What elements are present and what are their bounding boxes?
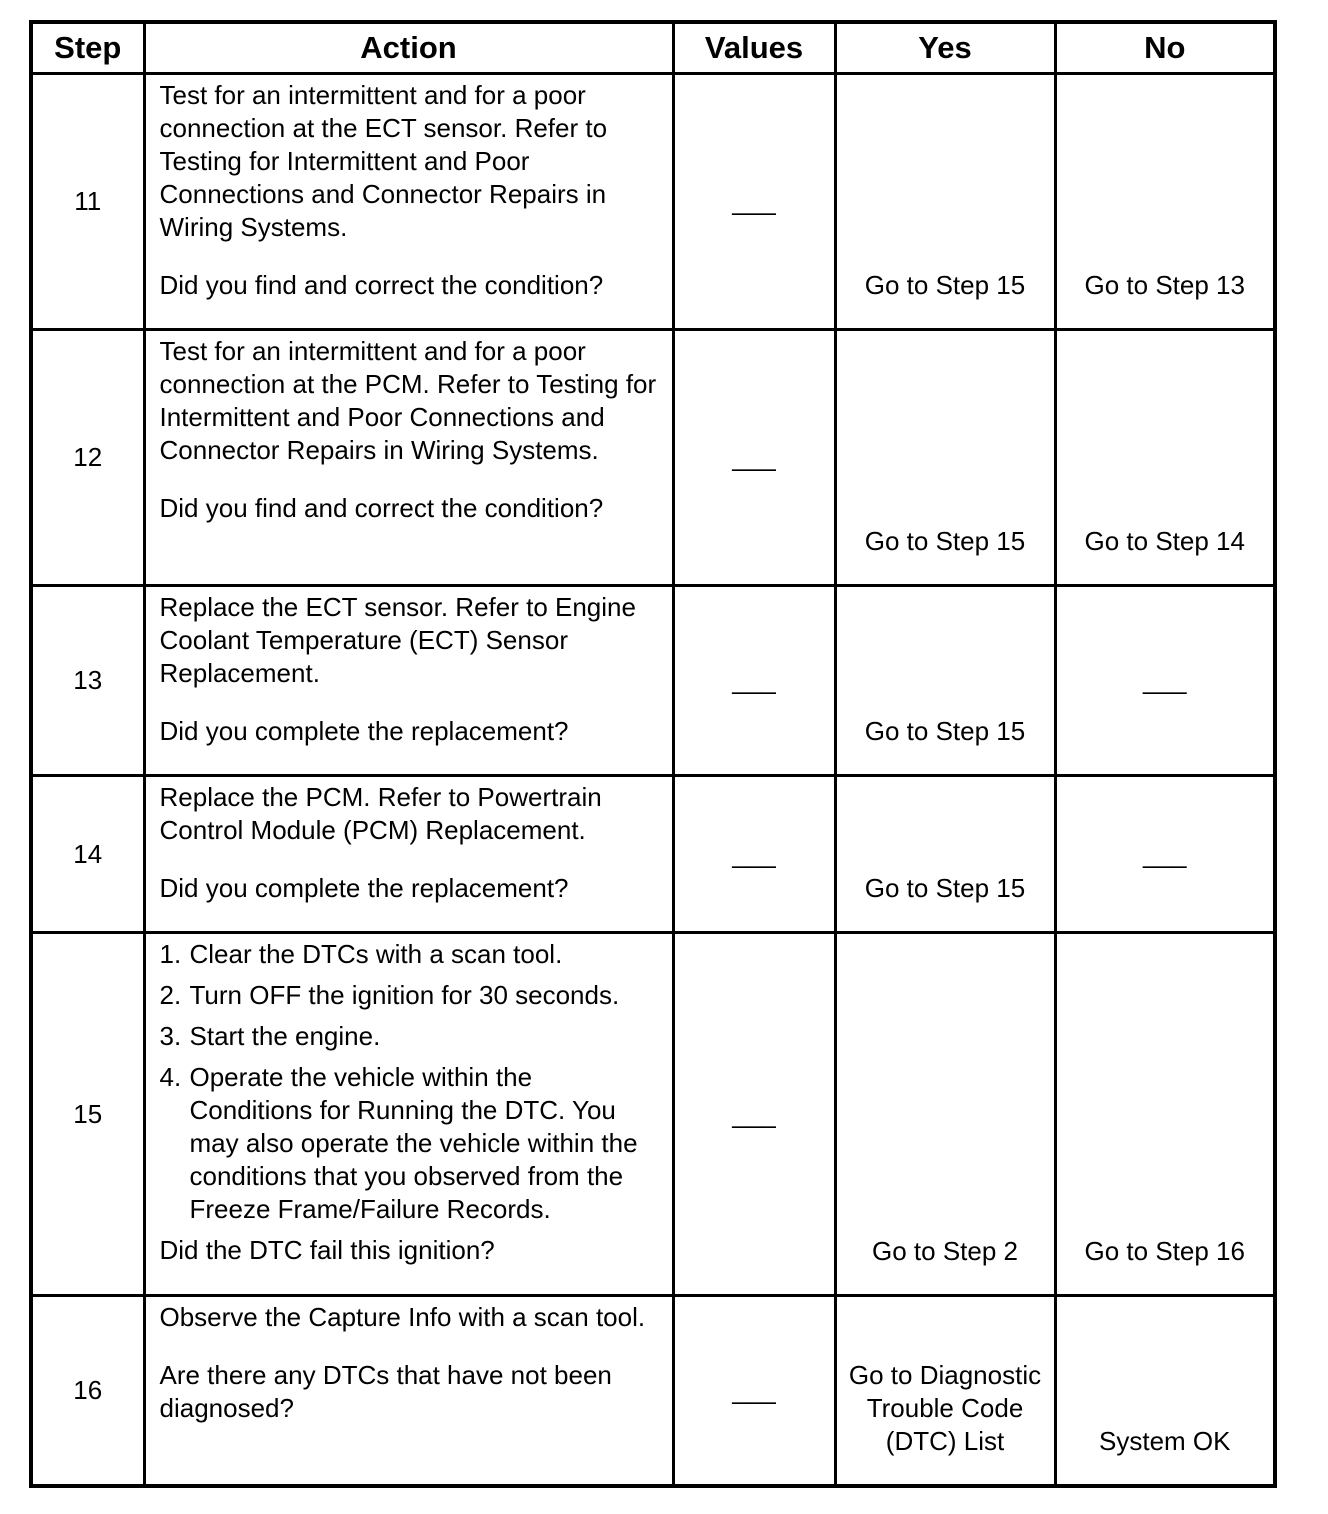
values-cell: ___	[673, 776, 835, 933]
no-cell: Go to Step 16	[1055, 933, 1275, 1296]
header-step: Step	[31, 22, 144, 74]
table-row	[31, 330, 1275, 586]
action-text: Observe the Capture Info with a scan tool.	[159, 1302, 646, 1332]
step-number: 14	[31, 776, 144, 933]
action-text: Replace the ECT sensor. Refer to Engine Coolant Temperature (ECT) Sensor Replacement.	[159, 592, 636, 688]
yes-cell: Go to Step 15	[835, 776, 1055, 933]
list-number: 3.	[159, 1021, 182, 1051]
no-cell: Go to Step 13	[1055, 74, 1275, 330]
values-cell: ___	[673, 586, 835, 776]
yes-cell: Go to Diagnostic Trouble Code (DTC) List	[835, 1296, 1055, 1486]
action-cell	[144, 776, 673, 933]
table-row	[31, 586, 1275, 776]
table-row	[31, 776, 1275, 933]
values-cell: ___	[673, 1296, 835, 1486]
header-values: Values	[673, 22, 835, 74]
action-cell	[144, 330, 673, 586]
step-number: 13	[31, 586, 144, 776]
table-row	[31, 1296, 1275, 1486]
list-number: 1.	[159, 939, 182, 969]
yes-cell: Go to Step 15	[835, 330, 1055, 586]
action-question: Did you find and correct the condition?	[159, 493, 604, 523]
action-question: Did you complete the replacement?	[159, 873, 569, 903]
action-cell	[144, 74, 673, 330]
action-cell	[144, 933, 673, 1296]
values-cell: ___	[673, 933, 835, 1296]
list-text: Turn OFF the ignition for 30 seconds.	[189, 980, 620, 1010]
action-question: Are there any DTCs that have not been diagnosed?	[159, 1360, 612, 1423]
yes-cell: Go to Step 2	[835, 933, 1055, 1296]
step-number: 11	[31, 74, 144, 330]
action-question: Did you find and correct the condition?	[159, 270, 604, 300]
action-text: Test for an intermittent and for a poor connection at the ECT sensor. Refer to Testing for Intermittent and Poor Connections and Connector Repairs in Wiring Systems.	[159, 80, 608, 242]
no-cell: ___	[1055, 776, 1275, 933]
no-cell: Go to Step 14	[1055, 330, 1275, 586]
action-cell	[144, 586, 673, 776]
action-cell	[144, 1296, 673, 1486]
table-row	[31, 74, 1275, 330]
action-text: Replace the PCM. Refer to Powertrain Control Module (PCM) Replacement.	[159, 782, 602, 845]
yes-cell: Go to Step 15	[835, 74, 1055, 330]
list-item	[160, 1061, 658, 1226]
list-text: Operate the vehicle within the Conditions for Running the DTC. You may also operate the vehicle within the conditions that you observed from the Freeze Frame/Failure Records.	[189, 1062, 638, 1224]
table-row	[31, 933, 1275, 1296]
list-number: 4.	[159, 1062, 182, 1092]
no-cell: System OK	[1055, 1296, 1275, 1486]
header-no: No	[1055, 22, 1275, 74]
action-text: Test for an intermittent and for a poor connection at the PCM. Refer to Testing for Intermittent and Poor Connections and Connector Repairs in Wiring Systems.	[159, 336, 657, 465]
no-cell: ___	[1055, 586, 1275, 776]
values-cell: ___	[673, 74, 835, 330]
action-steps-list	[160, 938, 658, 1226]
action-question: Did the DTC fail this ignition?	[159, 1235, 495, 1265]
step-number: 16	[31, 1296, 144, 1486]
yes-cell: Go to Step 15	[835, 586, 1055, 776]
list-number: 2.	[159, 980, 182, 1010]
header-row	[31, 22, 1275, 74]
list-item	[160, 938, 658, 971]
list-text: Clear the DTCs with a scan tool.	[189, 939, 563, 969]
diagnostic-table	[29, 20, 1277, 1488]
header-yes: Yes	[835, 22, 1055, 74]
step-number: 12	[31, 330, 144, 586]
header-action: Action	[144, 22, 673, 74]
step-number: 15	[31, 933, 144, 1296]
list-item	[160, 1020, 658, 1053]
action-question: Did you complete the replacement?	[159, 716, 569, 746]
values-cell: ___	[673, 330, 835, 586]
list-item	[160, 979, 658, 1012]
list-text: Start the engine.	[189, 1021, 381, 1051]
